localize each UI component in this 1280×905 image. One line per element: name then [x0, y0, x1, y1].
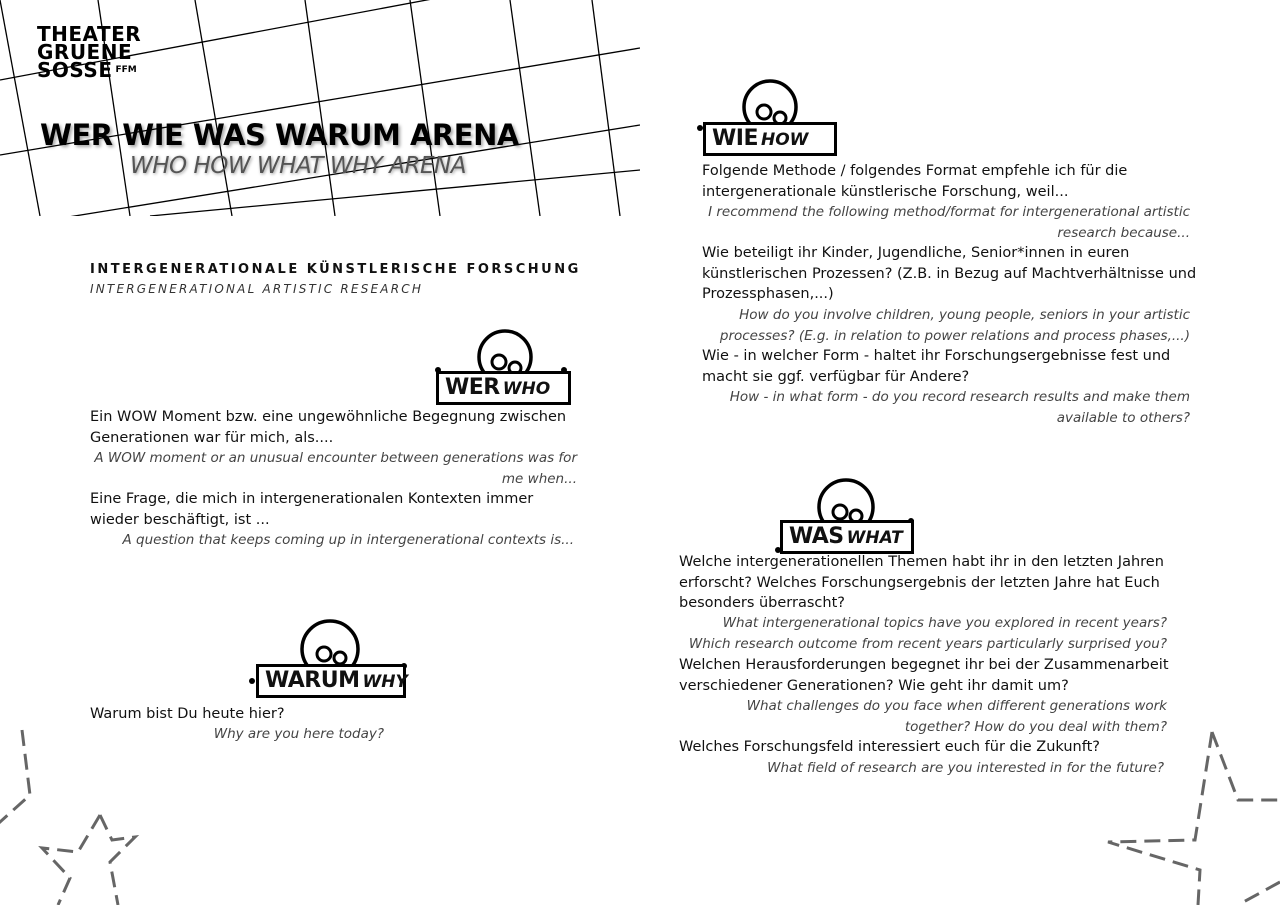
- was-question-1: Welche intergenerationellen Themen habt ihr in den letzten Jahren erforscht? Welches Forschungsergebnis der letzten Jahre hat Euch besonders überrascht?: [679, 554, 1164, 611]
- wie-translation-1: I recommend the following method/format for intergenerational artistic research because...: [708, 204, 1190, 241]
- wie-label-english: HOW: [760, 130, 809, 150]
- warum-label: WARUM: [265, 668, 360, 693]
- was-question-2: Welchen Herausforderungen begegnet ihr bei der Zusammenarbeit verschiedener Generationen? Wie geht ihr damit um?: [679, 657, 1169, 694]
- wie-question-1: Folgende Methode / folgendes Format empfehle ich für die intergenerationale künstlerische Forschung, weil...: [702, 163, 1128, 200]
- page-title-english: WHO HOW WHAT WHY ARENA: [130, 153, 466, 179]
- wer-label-english: WHO: [502, 379, 551, 399]
- warum-label-english: WHY: [362, 672, 408, 692]
- theater-logo: [37, 22, 142, 82]
- subtitle: INTERGENERATIONALE KÜNSTLERISCHE FORSCHUNG: [90, 262, 581, 277]
- logo-line-2: GRUENE: [37, 40, 133, 64]
- was-translation-3: What field of research are you interested in for the future?: [767, 760, 1164, 776]
- wer-translation-1: A WOW moment or an unusual encounter between generations was for me when...: [94, 450, 577, 487]
- was-question-3: Welches Forschungsfeld interessiert euch für die Zukunft?: [679, 739, 1100, 755]
- wie-translation-3: How - in what form - do you record research results and make them available to others?: [729, 389, 1190, 426]
- wie-question-2: Wie beteiligt ihr Kinder, Jugendliche, Senior*innen in euren künstlerischen Prozessen? (Z.B. in Bezug auf Machtverhältnisse und Prozessphasen,...): [702, 245, 1197, 302]
- was-translation-2: What challenges do you face when different generations work together? How do you deal with them?: [746, 698, 1167, 735]
- was-translation-1: What intergenerational topics have you explored in recent years? Which research outcome from recent years particularly surprised you?: [688, 615, 1167, 652]
- page-title: WER WIE WAS WARUM ARENA: [40, 118, 519, 152]
- subtitle-english: INTERGENERATIONAL ARTISTIC RESEARCH: [90, 282, 424, 296]
- warum-question-1: Warum bist Du heute hier?: [90, 706, 285, 722]
- logo-line-1: THEATER: [37, 22, 142, 46]
- wie-translation-2: How do you involve children, young people, seniors in your artistic processes? (E.g. in relation to power relations and process phases,...): [719, 307, 1190, 344]
- wie-question-3: Wie - in welcher Form - haltet ihr Forschungsergebnisse fest und macht sie ggf. verfügbar für Andere?: [702, 348, 1171, 385]
- warum-translation-1: Why are you here today?: [213, 726, 384, 742]
- wer-question-2: Eine Frage, die mich in intergenerationalen Kontexten immer wieder beschäftigt, ist ...: [90, 491, 534, 528]
- wer-label: WER: [445, 375, 500, 400]
- logo-line-3: SOSSE: [37, 58, 113, 82]
- logo-suffix: FFM: [115, 65, 137, 75]
- wer-question-1: Ein WOW Moment bzw. eine ungewöhnliche Begegnung zwischen Generationen war für mich, als....: [90, 409, 567, 446]
- wie-label: WIE: [712, 126, 758, 151]
- wer-translation-2: A question that keeps coming up in intergenerational contexts is...: [122, 532, 574, 548]
- was-label-english: WHAT: [846, 528, 903, 548]
- was-label: WAS: [789, 524, 844, 549]
